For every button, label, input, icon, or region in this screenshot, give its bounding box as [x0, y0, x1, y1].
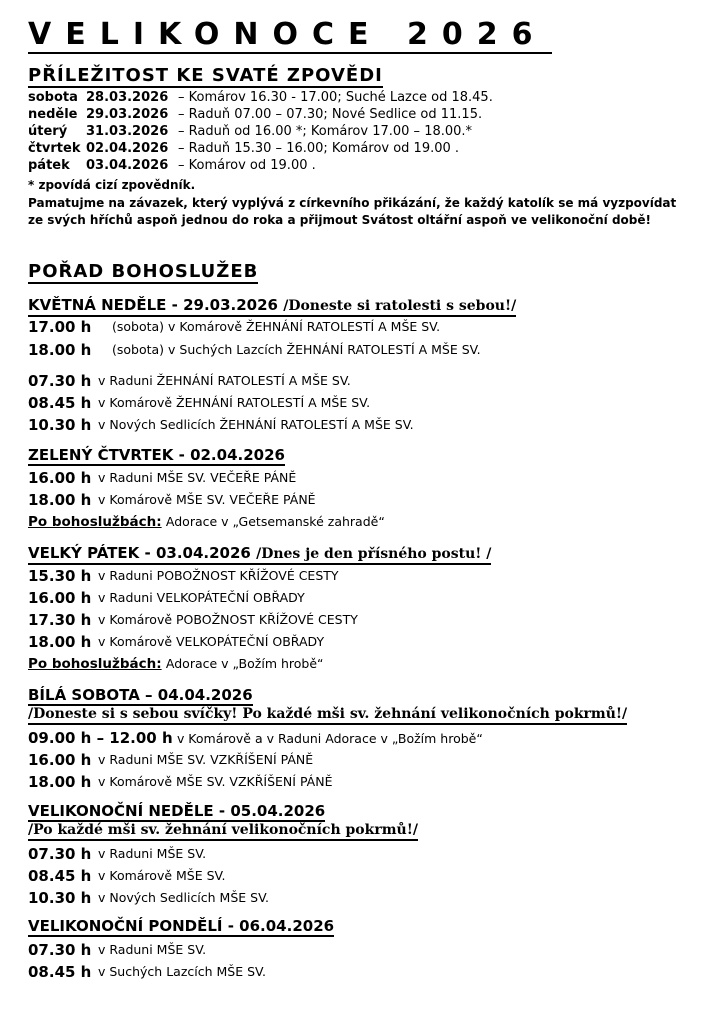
event-row: [28, 318, 441, 337]
event-row: [28, 589, 305, 608]
confession-reminder-line-2: ze svých hříchů aspoň jednou do roka a přijmout Svátost oltářní aspoň ve velikonoční době!: [28, 213, 651, 227]
confession-reminder-line-1: Pamatujme na závazek, který vyplývá z církevního přikázání, že každý katolík se má vyzpovídat: [28, 196, 677, 210]
after-service-text: Adorace v „Božím hrobě“: [165, 656, 324, 671]
event-time: 17.30 h: [28, 611, 92, 629]
event-time: 15.30 h: [28, 567, 92, 585]
after-service-row: [28, 513, 385, 531]
event-text: v Komárově VELKOPÁTEČNÍ OBŘADY: [98, 634, 325, 649]
easter-sunday-note: /Po každé mši sv. žehnání velikonočních pokrmů!/: [28, 822, 418, 841]
event-text: v Raduni MŠE SV. VZKŘÍŠENÍ PÁNĚ: [98, 752, 314, 767]
event-row: [28, 889, 269, 908]
confession-day: úterý: [28, 124, 68, 139]
event-text: v Komárově ŽEHNÁNÍ RATOLESTÍ A MŠE SV.: [98, 395, 371, 410]
event-text: (sobota) v Suchých Lazcích ŽEHNÁNÍ RATOLESTÍ A MŠE SV.: [112, 342, 481, 357]
event-text: v Raduni MŠE SV.: [98, 942, 207, 957]
event-text: v Komárově a v Raduni Adorace v „Božím hrobě“: [176, 731, 483, 746]
event-row: [28, 469, 297, 488]
event-row: [28, 611, 358, 630]
event-row: [28, 491, 316, 510]
after-service-label: Po bohoslužbách:: [28, 656, 162, 672]
event-row: [28, 394, 371, 413]
event-row: [28, 567, 339, 586]
easter-sunday-heading: VELIKONOČNÍ NEDĚLE - 05.04.2026: [28, 802, 326, 820]
page-title: VELIKONOCE 2026: [28, 18, 552, 54]
event-text: v Raduni POBOŽNOST KŘÍŽOVÉ CESTY: [98, 568, 339, 583]
after-service-row: [28, 655, 324, 673]
confession-day: sobota: [28, 90, 78, 105]
event-row: [28, 845, 207, 864]
event-row: [28, 341, 481, 360]
event-time: 17.00 h: [28, 318, 92, 336]
good-friday-heading: [28, 544, 491, 565]
event-time: 08.45 h: [28, 867, 92, 885]
event-time: 09.00 h – 12.00 h: [28, 729, 173, 747]
event-time: 07.30 h: [28, 941, 92, 959]
confession-day: neděle: [28, 107, 78, 122]
confession-day: čtvrtek: [28, 141, 81, 156]
event-text: v Nových Sedlicích MŠE SV.: [98, 890, 269, 905]
event-time: 18.00 h: [28, 633, 92, 651]
event-time: 10.30 h: [28, 416, 92, 434]
after-service-text: Adorace v „Getsemanské zahradě“: [165, 514, 385, 529]
event-text: v Komárově MŠE SV.: [98, 868, 226, 883]
event-time: 08.45 h: [28, 963, 92, 981]
easter-monday-heading: VELIKONOČNÍ PONDĚLÍ - 06.04.2026: [28, 917, 335, 935]
after-service-label: Po bohoslužbách:: [28, 514, 162, 530]
event-row: [28, 372, 351, 391]
event-text: v Komárově POBOŽNOST KŘÍŽOVÉ CESTY: [98, 612, 358, 627]
confession-text: – Raduň 07.00 – 07.30; Nové Sedlice od 11.15.: [178, 107, 483, 122]
schedule-heading: POŘAD BOHOSLUŽEB: [28, 261, 259, 282]
palm-sunday-note: /Doneste si ratolesti s sebou!/: [283, 298, 517, 314]
confession-text: – Raduň 15.30 – 16.00; Komárov od 19.00 .: [178, 141, 460, 156]
event-time: 16.00 h: [28, 751, 92, 769]
event-time: 18.00 h: [28, 773, 92, 791]
event-row: [28, 867, 226, 886]
event-time: 10.30 h: [28, 889, 92, 907]
event-text: v Komárově MŠE SV. VEČEŘE PÁNĚ: [98, 492, 316, 507]
event-row: [28, 416, 414, 435]
holy-saturday-note: /Doneste si s sebou svíčky! Po každé mši sv. žehnání velikonočních pokrmů!/: [28, 706, 627, 725]
event-row: [28, 633, 325, 652]
event-time: 08.45 h: [28, 394, 92, 412]
confession-day: pátek: [28, 158, 70, 173]
event-time: 16.00 h: [28, 469, 92, 487]
event-time: 07.30 h: [28, 845, 92, 863]
confession-footnote: * zpovídá cizí zpovědník.: [28, 178, 196, 192]
event-time: 07.30 h: [28, 372, 92, 390]
confession-date: 31.03.2026: [86, 124, 169, 139]
palm-sunday-title: KVĚTNÁ NEDĚLE - 29.03.2026: [28, 296, 278, 314]
confession-date: 28.03.2026: [86, 90, 169, 105]
event-text: v Komárově MŠE SV. VZKŘÍŠENÍ PÁNĚ: [98, 774, 333, 789]
event-time: 16.00 h: [28, 589, 92, 607]
event-text: v Raduni MŠE SV.: [98, 846, 207, 861]
event-time: 18.00 h: [28, 341, 92, 359]
confession-text: – Komárov od 19.00 .: [178, 158, 316, 173]
event-row: [28, 773, 333, 792]
event-text: v Nových Sedlicích ŽEHNÁNÍ RATOLESTÍ A MŠE SV.: [98, 417, 414, 432]
event-text: (sobota) v Komárově ŽEHNÁNÍ RATOLESTÍ A MŠE SV.: [112, 319, 441, 334]
event-text: v Raduni VELKOPÁTEČNÍ OBŘADY: [98, 590, 305, 605]
event-row: [28, 963, 266, 982]
event-text: v Suchých Lazcích MŠE SV.: [98, 964, 266, 979]
palm-sunday-heading: [28, 296, 516, 317]
confession-date: 02.04.2026: [86, 141, 169, 156]
event-row: [28, 751, 314, 770]
event-time: 18.00 h: [28, 491, 92, 509]
maundy-thursday-heading: ZELENÝ ČTVRTEK - 02.04.2026: [28, 446, 285, 464]
good-friday-note: /Dnes je den přísného postu! /: [256, 546, 492, 562]
confession-date: 03.04.2026: [86, 158, 169, 173]
event-row: [28, 729, 483, 748]
event-text: v Raduni MŠE SV. VEČEŘE PÁNĚ: [98, 470, 297, 485]
event-text: v Raduni ŽEHNÁNÍ RATOLESTÍ A MŠE SV.: [98, 373, 351, 388]
confession-text: – Komárov 16.30 - 17.00; Suché Lazce od 18.45.: [178, 90, 493, 105]
holy-saturday-heading: BÍLÁ SOBOTA – 04.04.2026: [28, 686, 253, 704]
confession-date: 29.03.2026: [86, 107, 169, 122]
confession-heading: PŘÍLEŽITOST KE SVATÉ ZPOVĚDI: [28, 65, 383, 86]
event-row: [28, 941, 207, 960]
good-friday-title: VELKÝ PÁTEK - 03.04.2026: [28, 544, 251, 562]
confession-text: – Raduň od 16.00 *; Komárov 17.00 – 18.00.*: [178, 124, 473, 139]
